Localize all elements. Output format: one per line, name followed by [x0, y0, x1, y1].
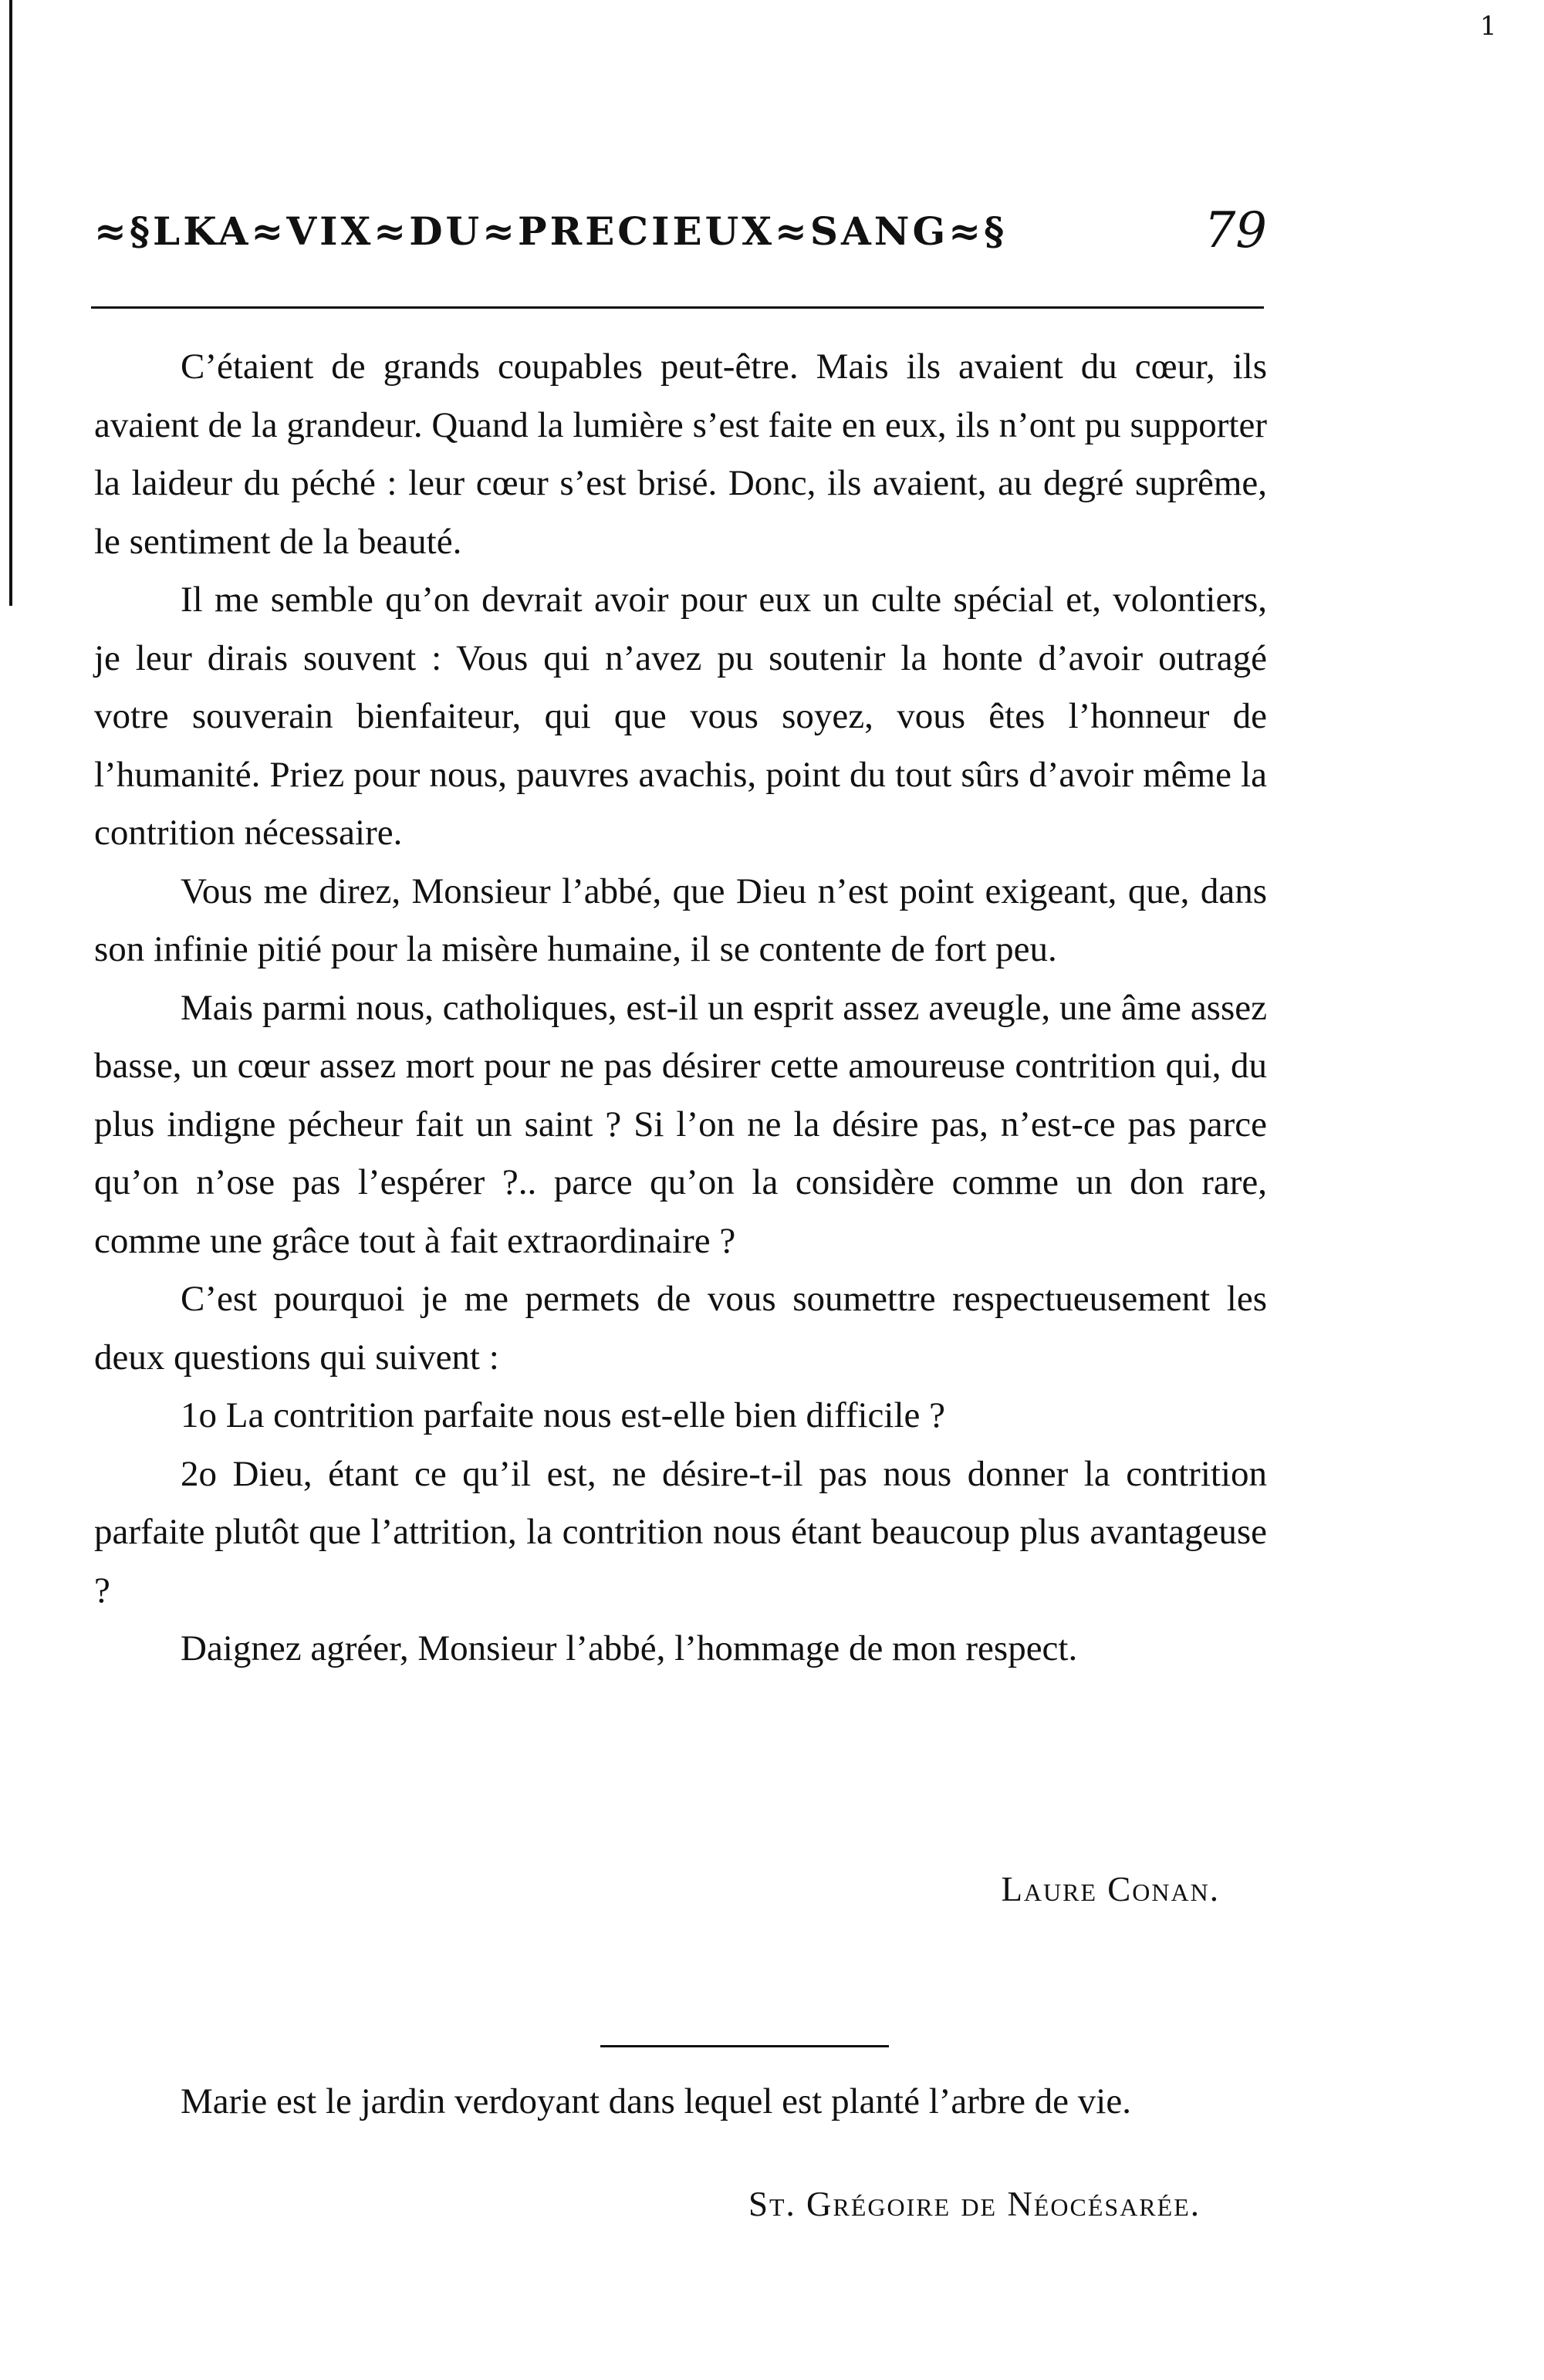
header-rule	[91, 306, 1264, 309]
header-ornament: ≈§LKA≈VIX≈DU≈PRECIEUX≈SANG≈§	[94, 208, 1008, 254]
quote-block	[94, 2073, 1267, 2132]
paragraph: Vous me direz, Monsieur l’abbé, que Dieu n’est point exigeant, que, dans son infinie pitié pour la misère humaine, il se contente de fort peu.	[94, 871, 1267, 969]
quote-attribution: St. Grégoire de Néocésarée.	[748, 2185, 1201, 2223]
page-header	[94, 202, 1267, 259]
paragraph: Mais parmi nous, catholiques, est-il un esprit assez aveugle, une âme assez basse, un cœur assez mort pour ne pas désirer cette amoureuse contrition qui, du plus indigne pécheur fait un saint ? Si l’on ne la désire pas, n’est-ce pas parce qu’on n’ose pas l’espérer ?.. parce qu’on la considère comme un don rare, comme une grâce tout à fait extraordinaire ?	[94, 987, 1267, 1261]
question-item: 2o Dieu, étant ce qu’il est, ne désire-t-il pas nous donner la contrition parfaite plutôt que l’attrition, la contrition nous étant beaucoup plus avantageuse ?	[94, 1453, 1267, 1611]
page-number: 79	[1204, 202, 1267, 259]
question-item: 1o La contrition parfaite nous est-elle bien difficile ?	[181, 1395, 945, 1435]
paragraph: C’étaient de grands coupables peut-être. Mais ils avaient du cœur, ils avaient de la grandeur. Quand la lumière s’est faite en eux, ils n’ont pu supporter la laideur du péché : leur cœur s’est brisé. Donc, ils avaient, au degré suprême, le sentiment de la beauté.	[94, 347, 1267, 562]
letter-body	[94, 338, 1267, 1679]
paragraph: Il me semble qu’on devrait avoir pour eux un culte spécial et, volontiers, je leur dirais souvent : Vous qui n’avez pu soutenir la honte d’avoir outragé votre souverain bienfaiteur, qui que vous soyez, vous êtes l’honneur de l’humanité. Priez pour nous, pauvres avachis, point du tout sûrs d’avoir même la contrition nécessaire.	[94, 580, 1267, 853]
paragraph: C’est pourquoi je me permets de vous soumettre respectueusement les deux questions qui suivent :	[94, 1279, 1267, 1378]
corner-mark: 1	[1480, 11, 1497, 42]
signature: Laure Conan.	[1001, 1870, 1220, 1908]
quote-text: Marie est le jardin verdoyant dans lequel est planté l’arbre de vie.	[181, 2081, 1131, 2121]
section-divider	[600, 2045, 889, 2047]
closing-paragraph: Daignez agréer, Monsieur l’abbé, l’hommage de mon respect.	[181, 1628, 1078, 1668]
margin-rule	[9, 0, 12, 606]
